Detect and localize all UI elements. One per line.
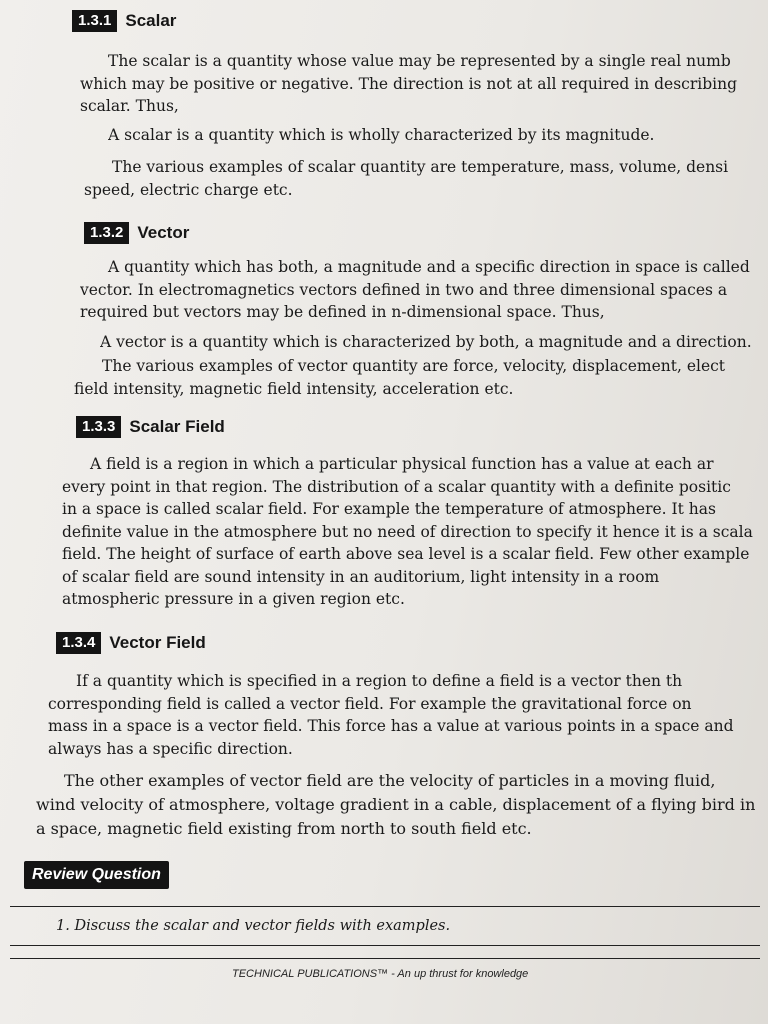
text-line: which may be positive or negative. The direction is not at all required in describing [80,74,738,93]
text-line: A vector is a quantity which is characterized by both, a magnitude and a direction. [100,333,752,351]
text-line: A quantity which has both, a magnitude and a specific direction in space is called [108,258,750,276]
text-line: scalar. Thus, [80,97,179,115]
footer: TECHNICAL PUBLICATIONS™ - An up thrust for knowledge [232,968,529,980]
text-line: required but vectors may be defined in n-dimensional space. Thus, [80,303,605,321]
text-line: in a space is called scalar field. For example the temperature of atmosphere. It has [62,500,716,518]
section-scalar [72,10,762,32]
text-line: field. The height of surface of earth above sea level is a scalar field. Few other example [62,545,750,563]
text-line: speed, electric charge etc. [84,180,293,199]
section-number: 1.3.2 [84,222,129,244]
text-line: The other examples of vector field are the velocity of particles in a moving fluid, [64,771,716,790]
text-line: A scalar is a quantity which is wholly characterized by its magnitude. [108,126,655,144]
text-line: The various examples of scalar quantity are temperature, mass, volume, densi [112,158,729,176]
text-line: A field is a region in which a particular physical function has a value at each ar [90,455,714,473]
text-line: The various examples of vector quantity are force, velocity, displacement, elect [102,357,726,375]
section-title: Vector [137,223,190,242]
text-line: wind velocity of atmosphere, voltage gradient in a cable, displacement of a flying bird in [36,795,756,814]
section-number: 1.3.4 [56,632,101,654]
divider [10,958,760,959]
text-line: If a quantity which is specified in a region to define a field is a vector then th [76,672,683,690]
review-question-label: Review Question [24,861,169,889]
text-line: The scalar is a quantity whose value may be represented by a single real numb [108,52,731,70]
section-heading [76,416,756,438]
text-line: every point in that region. The distribution of a scalar quantity with a definite positic [62,477,731,496]
vector-field-para-2 [36,769,764,841]
section-title: Scalar [125,11,177,30]
text-line: corresponding field is called a vector field. For example the gravitational force on [48,694,692,713]
section-number: 1.3.3 [76,416,121,438]
text-line: of scalar field are sound intensity in an auditorium, light intensity in a room [62,567,660,586]
section-heading [56,632,756,654]
text-line: always has a specific direction. [48,739,293,758]
text-line: mass in a space is a vector field. This force has a value at various points in a space and [48,717,734,735]
section-number: 1.3.1 [72,10,117,32]
vector-examples [74,355,764,400]
text-line: a space, magnetic field existing from north to south field etc. [36,819,532,838]
text-line: definite value in the atmosphere but no need of direction to specify it hence it is a scala [62,522,753,541]
section-vector-field [56,632,756,654]
text-line: vector. In electromagnetics vectors defined in two and three dimensional spaces a [80,280,728,299]
section-title: Scalar Field [129,417,225,436]
divider [10,906,760,907]
section-title: Vector Field [109,633,206,652]
vector-definition [100,331,764,354]
section-vector [84,222,764,244]
scalar-para-1 [80,50,765,118]
scalar-examples [84,156,768,201]
vector-field-para-1 [48,670,764,760]
divider [10,945,760,946]
text-line: field intensity, magnetic field intensity, acceleration etc. [74,379,514,398]
section-heading [84,222,764,244]
vector-para-1 [80,256,764,324]
review-question-text: 1. Discuss the scalar and vector fields with examples. [56,918,451,934]
scalar-field-para [62,453,764,611]
scalar-definition [108,124,768,147]
section-scalar-field [76,416,756,438]
text-line: atmospheric pressure in a given region etc. [62,590,405,608]
section-heading [72,10,762,32]
